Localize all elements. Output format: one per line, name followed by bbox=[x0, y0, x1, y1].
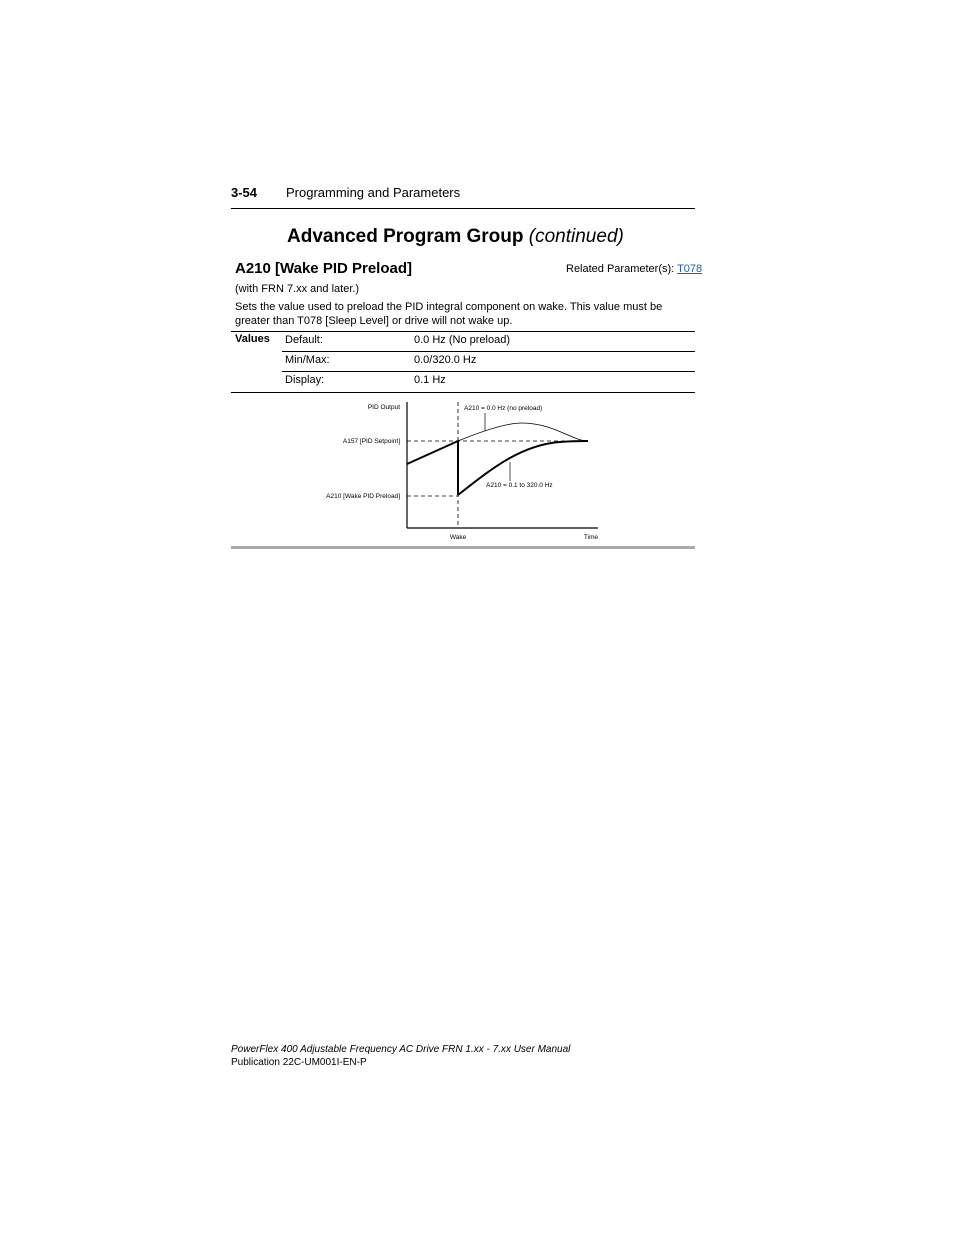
y-axis-label: PID Output bbox=[367, 404, 400, 411]
section-end-rule bbox=[231, 546, 695, 549]
table-row-default-name: Default: bbox=[285, 334, 323, 346]
section-name: Programming and Parameters bbox=[286, 185, 461, 200]
related-parameters-label: Related Parameter(s): bbox=[566, 263, 675, 275]
preload-callout-label: A210 = 0.1 to 320.0 Hz bbox=[486, 482, 553, 489]
x-wake-label: Wake bbox=[449, 534, 467, 541]
footer-manual-title: PowerFlex 400 Adjustable Frequency AC Drive FRN 1.xx - 7.xx User Manual bbox=[231, 1044, 571, 1055]
table-row-display-value: 0.1 Hz bbox=[414, 374, 446, 386]
table-row-default-value: 0.0 Hz (No preload) bbox=[414, 334, 510, 346]
group-title-continued: (continued) bbox=[528, 226, 624, 247]
preload-label: A210 [Wake PID Preload] bbox=[326, 493, 400, 500]
page-number: 3-54 bbox=[231, 185, 258, 200]
x-time-label: Time bbox=[583, 534, 599, 541]
values-label: Values bbox=[235, 333, 270, 345]
group-title-text: Advanced Program Group bbox=[287, 226, 524, 247]
parameter-description: Sets the value used to preload the PID integral component on wake. This value must be greater than T078 [Sleep Level] or drive will not wake up. bbox=[235, 301, 663, 327]
table-row-minmax-name: Min/Max: bbox=[285, 354, 330, 366]
table-row-display-name: Display: bbox=[285, 374, 325, 386]
related-parameter-link-t078[interactable]: T078 bbox=[677, 263, 703, 275]
wake-pid-preload-diagram bbox=[0, 0, 954, 560]
setpoint-label: A157 [PID Setpoint] bbox=[342, 438, 400, 445]
frn-note: (with FRN 7.xx and later.) bbox=[235, 283, 360, 295]
table-row-minmax-value: 0.0/320.0 Hz bbox=[414, 354, 477, 366]
no-preload-callout-label: A210 = 0.0 Hz (no preload) bbox=[464, 405, 543, 412]
footer-publication: Publication 22C-UM001I-EN-P bbox=[231, 1057, 367, 1068]
pid-output-before-wake-curve bbox=[407, 441, 458, 495]
parameter-title: A210 [Wake PID Preload] bbox=[235, 260, 413, 277]
no-preload-curve bbox=[458, 423, 588, 441]
